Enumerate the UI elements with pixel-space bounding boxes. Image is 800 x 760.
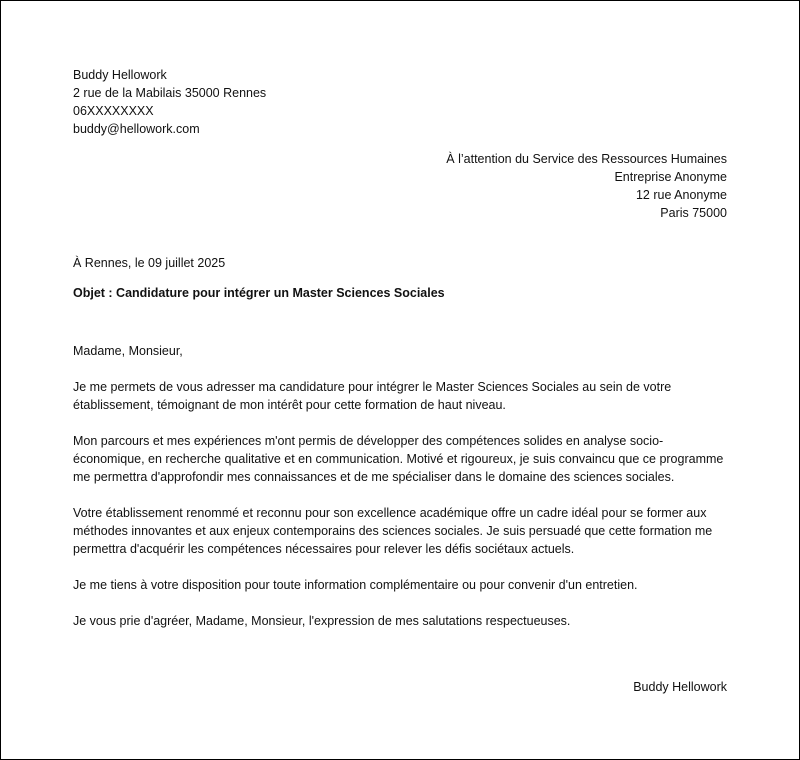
paragraph-availability: Je me tiens à votre disposition pour toute information complémentaire ou pour convenir d'un entretien. [73,578,638,592]
recipient-street: 12 rue Anonyme [635,188,727,202]
recipient-company: Entreprise Anonyme [614,170,727,184]
sender-block [73,66,266,138]
paragraph-closing: Je vous prie d'agréer, Madame, Monsieur, l'expression de mes salutations respectueuses. [73,614,571,628]
sender-name: Buddy Hellowork [73,68,167,82]
subject-line: Objet : Candidature pour intégrer un Master Sciences Sociales [73,286,445,300]
recipient-attention: À l’attention du Service des Ressources Humaines [446,152,727,166]
sender-address: 2 rue de la Mabilais 35000 Rennes [73,86,267,100]
letter-body [73,342,729,648]
paragraph-intro: Je me permets de vous adresser ma candidature pour intégrer le Master Sciences Sociales au sein de votre établissement, témoignant de mon intérêt pour cette formation de haut niveau. [73,380,672,412]
paragraph-background: Mon parcours et mes expériences m'ont permis de développer des compétences solides en analyse socio-économique, en recherche qualitative et en communication. Motivé et rigoureux, je suis convaincu que ce programme me permettra d'approfondir mes connaissances et de me spécialiser dans le domaine des sciences sociales. [73,434,724,484]
recipient-block [446,150,727,222]
date-line: À Rennes, le 09 juillet 2025 [73,256,226,270]
salutation: Madame, Monsieur, [73,344,183,358]
signature: Buddy Hellowork [633,680,727,694]
sender-email: buddy@hellowork.com [73,122,200,136]
sender-phone: 06XXXXXXXX [73,104,154,118]
recipient-city: Paris 75000 [660,206,727,220]
paragraph-motivation: Votre établissement renommé et reconnu pour son excellence académique offre un cadre idéal pour se former aux méthodes innovantes et aux enjeux contemporains des sciences sociales. Je suis persuadé que cette formation me permettra d'acquérir les compétences nécessaires pour relever les défis sociétaux actuels. [73,506,713,556]
